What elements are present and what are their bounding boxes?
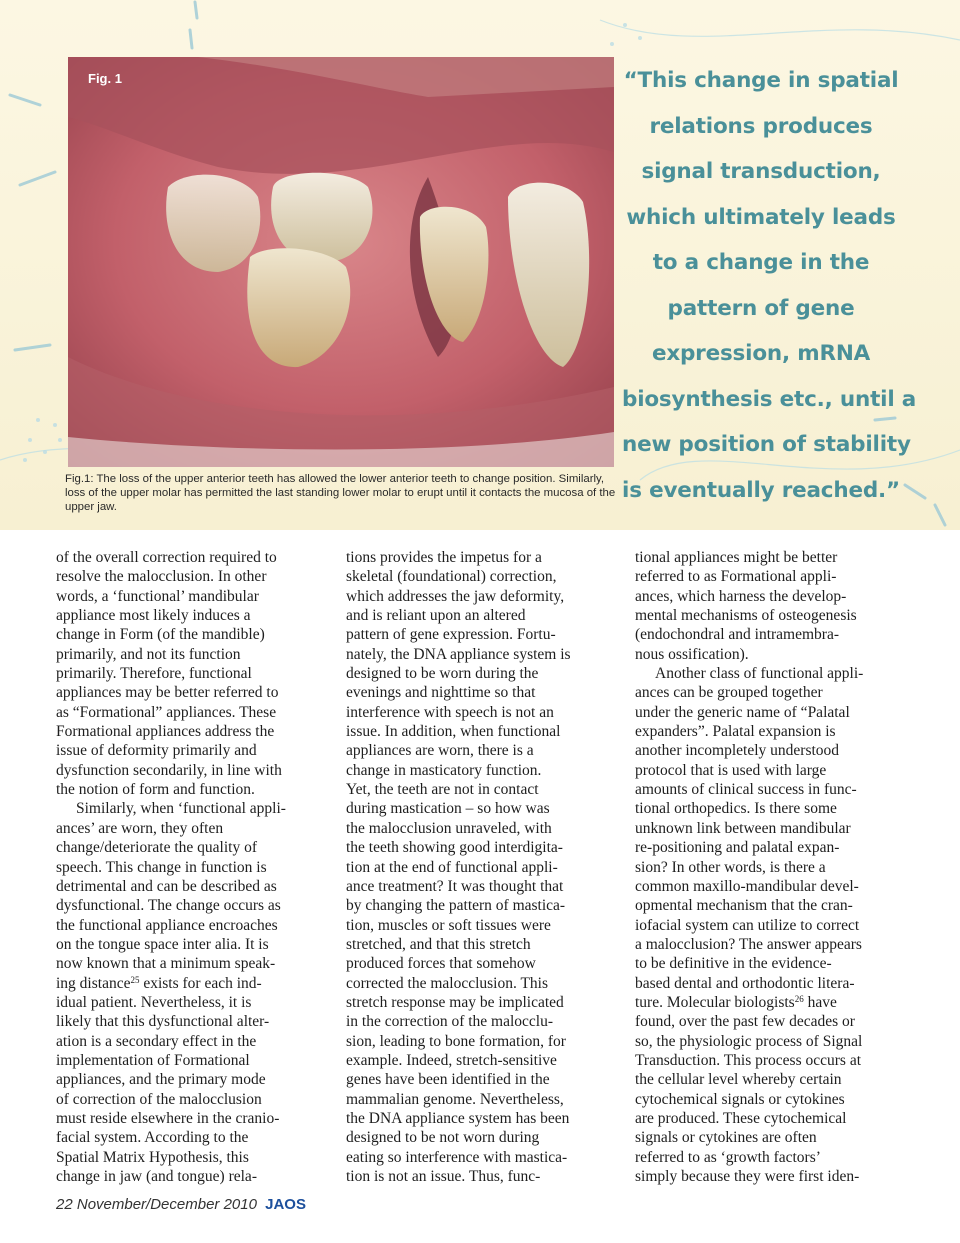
pull-quote-line: expression, mRNA bbox=[651, 341, 871, 366]
text-line-content: mental mechanisms of osteogenesis bbox=[635, 607, 857, 625]
text-line-content: change in jaw (and tongue) rela- bbox=[56, 1168, 257, 1185]
text-line bbox=[635, 1051, 907, 1070]
text-line bbox=[56, 1032, 328, 1051]
text-line-content: sion? In other words, is there a bbox=[635, 858, 826, 876]
text-line bbox=[346, 896, 618, 915]
text-line-content: under the generic name of “Palatal bbox=[635, 703, 850, 721]
text-line-content: tional appliances might be better bbox=[635, 549, 838, 566]
text-line-content: change in Form (of the mandible) bbox=[56, 626, 265, 644]
text-line bbox=[346, 1128, 618, 1147]
text-line-content: referred to as ‘growth factors’ bbox=[635, 1148, 821, 1166]
text-line bbox=[56, 896, 328, 915]
text-line bbox=[56, 1090, 328, 1109]
text-line-content: issue of deformity primarily and bbox=[56, 742, 257, 760]
text-line bbox=[635, 625, 907, 644]
text-line bbox=[346, 664, 618, 683]
text-line-content: Yet, the teeth are not in contact bbox=[346, 781, 539, 799]
text-line-content: cytochemical signals or cytokines bbox=[635, 1090, 845, 1108]
body-column-3 bbox=[635, 548, 907, 1186]
text-line bbox=[346, 858, 618, 877]
text-line-content: of the overall correction required to bbox=[56, 549, 277, 566]
text-line bbox=[346, 683, 618, 702]
text-line bbox=[346, 1051, 618, 1070]
text-line-content: interference with speech is not an bbox=[346, 703, 554, 721]
text-line-content: Formational appliances address the bbox=[56, 723, 275, 741]
issue-date: November/December 2010 bbox=[76, 1196, 257, 1213]
text-line bbox=[635, 1070, 907, 1089]
text-line-content: idual patient. Nevertheless, it is bbox=[56, 993, 252, 1011]
text-line bbox=[346, 954, 618, 973]
text-line bbox=[346, 1090, 618, 1109]
text-line-content: Similarly, when ‘functional appli- bbox=[76, 800, 286, 818]
text-line-content: the teeth showing good interdigita- bbox=[346, 839, 563, 857]
text-line bbox=[635, 916, 907, 935]
text-line-content: tions provides the impetus for a bbox=[346, 549, 542, 566]
text-line bbox=[635, 664, 907, 683]
text-line bbox=[635, 819, 907, 838]
text-line bbox=[635, 683, 907, 702]
text-line-content: ances’ are worn, they often bbox=[56, 819, 224, 837]
text-line bbox=[56, 877, 328, 896]
text-line bbox=[635, 1148, 907, 1167]
text-line-content: ation is a secondary effect in the bbox=[56, 1032, 257, 1050]
text-line bbox=[56, 625, 328, 644]
text-line bbox=[56, 703, 328, 722]
text-line-content: and is reliant upon an altered bbox=[346, 607, 526, 625]
text-line-content: stretched, and that this stretch bbox=[346, 935, 531, 953]
text-line-content: the notion of form and function. bbox=[56, 781, 255, 799]
text-line bbox=[635, 703, 907, 722]
text-line-content: are produced. These cytochemical bbox=[635, 1109, 847, 1127]
text-line bbox=[346, 838, 618, 857]
pull-quote-line: pattern of gene bbox=[667, 295, 855, 321]
text-line-content: words, a ‘functional’ mandibular bbox=[56, 587, 259, 605]
clinical-photo-figure-1 bbox=[68, 57, 614, 467]
text-line-content: opmental mechanism that the cran- bbox=[635, 897, 853, 915]
reference-superscript: 25 bbox=[130, 974, 140, 985]
text-line bbox=[56, 819, 328, 838]
text-line bbox=[346, 819, 618, 838]
text-line bbox=[56, 838, 328, 857]
text-line bbox=[635, 548, 907, 567]
text-line-content: nous ossification). bbox=[635, 645, 749, 663]
text-line-content: ance treatment? It was thought that bbox=[346, 877, 564, 895]
text-line bbox=[346, 722, 618, 741]
text-line-content: designed to be not worn during bbox=[346, 1129, 540, 1147]
text-line-content: ances can be grouped together bbox=[635, 684, 823, 702]
text-line bbox=[635, 799, 907, 818]
text-line bbox=[635, 780, 907, 799]
text-line bbox=[346, 587, 618, 606]
text-line-content: amounts of clinical success in func- bbox=[635, 781, 857, 799]
text-line-content: in the correction of the malocclu- bbox=[346, 1013, 554, 1031]
text-line bbox=[346, 645, 618, 664]
pull-quote-line: biosynthesis etc., until a bbox=[622, 386, 917, 412]
text-line bbox=[346, 606, 618, 625]
text-line-content: appliances, and the primary mode bbox=[56, 1071, 266, 1089]
text-line-content: dysfunction secondarily, in line with bbox=[56, 761, 282, 779]
text-line-content: Another class of functional appli- bbox=[655, 665, 864, 683]
text-line bbox=[635, 1032, 907, 1051]
figure-caption: Fig.1: The loss of the upper anterior teeth has allowed the lower anterior teeth to change position. Similarly, loss of the upper molar has permitted the last standing lower molar to erupt until it contacts the mucosa of the upper jaw. bbox=[65, 473, 616, 513]
text-line-content: likely that this dysfunctional alter- bbox=[56, 1013, 270, 1031]
text-line bbox=[635, 1128, 907, 1147]
text-line-content: produced forces that somehow bbox=[346, 955, 536, 973]
text-line bbox=[346, 761, 618, 780]
text-line bbox=[56, 567, 328, 586]
text-line-content: appliances may be better referred to bbox=[56, 684, 279, 702]
text-line bbox=[346, 1032, 618, 1051]
text-line bbox=[56, 1148, 328, 1167]
text-line bbox=[635, 1012, 907, 1031]
text-line-content: eating so interference with mastica- bbox=[346, 1148, 568, 1166]
text-line bbox=[635, 954, 907, 973]
text-line bbox=[56, 761, 328, 780]
text-line-content: to be definitive in the evidence- bbox=[635, 955, 832, 973]
text-line bbox=[346, 625, 618, 644]
text-line bbox=[346, 1109, 618, 1128]
text-line bbox=[56, 1167, 328, 1186]
text-line-content: mammalian genome. Nevertheless, bbox=[346, 1090, 564, 1108]
page-number: 22 bbox=[56, 1196, 73, 1213]
text-line-content: example. Indeed, stretch-sensitive bbox=[346, 1051, 557, 1069]
text-line bbox=[56, 587, 328, 606]
pull-quote-line: signal transduction, bbox=[641, 159, 881, 184]
text-line-content: signals or cytokines are often bbox=[635, 1129, 817, 1147]
text-line-content: dysfunctional. The change occurs as bbox=[56, 897, 281, 915]
text-line-content: iofacial system can utilize to correct bbox=[635, 916, 860, 934]
text-line bbox=[635, 935, 907, 954]
text-line bbox=[346, 1070, 618, 1089]
text-line bbox=[346, 780, 618, 799]
text-line-content: corrected the malocclusion. This bbox=[346, 974, 549, 992]
text-line-content: nately, the DNA appliance system is bbox=[346, 645, 571, 663]
text-line-content: based dental and orthodontic litera- bbox=[635, 974, 855, 992]
text-line bbox=[56, 606, 328, 625]
text-line bbox=[56, 974, 328, 993]
text-line bbox=[346, 703, 618, 722]
text-line-content: primarily. Therefore, functional bbox=[56, 665, 252, 683]
text-line bbox=[635, 993, 907, 1012]
text-line bbox=[56, 1051, 328, 1070]
intraoral-photo-illustration bbox=[68, 57, 614, 467]
text-line-content: ture. Molecular biologists bbox=[635, 993, 795, 1011]
text-line bbox=[346, 799, 618, 818]
text-line bbox=[346, 741, 618, 760]
text-line-content: designed to be worn during the bbox=[346, 665, 539, 683]
text-line bbox=[56, 683, 328, 702]
text-line-content: so, the physiologic process of Signal bbox=[635, 1032, 863, 1050]
text-line-content: must reside elsewhere in the cranio- bbox=[56, 1109, 280, 1127]
text-line-content: tion at the end of functional appli- bbox=[346, 858, 558, 876]
text-line-content: unknown link between mandibular bbox=[635, 819, 851, 837]
text-line-content: resolve the malocclusion. In other bbox=[56, 568, 267, 586]
text-line-content: now known that a minimum speak- bbox=[56, 955, 276, 973]
reference-superscript: 26 bbox=[794, 993, 804, 1004]
pull-quote-line: to a change in the bbox=[652, 250, 870, 275]
text-line-content: during mastication – so how was bbox=[346, 800, 550, 818]
text-line bbox=[56, 645, 328, 664]
pull-quote-line: “This change in spatial bbox=[623, 68, 899, 93]
text-line bbox=[56, 916, 328, 935]
text-line bbox=[56, 780, 328, 799]
text-line-content: Transduction. This process occurs at bbox=[635, 1051, 862, 1069]
text-line-content: stretch response may be implicated bbox=[346, 993, 564, 1011]
text-line-content: the DNA appliance system has been bbox=[346, 1109, 570, 1127]
text-line-continuation: exists for each ind- bbox=[139, 974, 262, 992]
text-line-content: tion is not an issue. Thus, func- bbox=[346, 1168, 541, 1185]
text-line bbox=[56, 799, 328, 818]
text-line-content: Spatial Matrix Hypothesis, this bbox=[56, 1148, 249, 1166]
text-line bbox=[56, 954, 328, 973]
text-line bbox=[635, 838, 907, 857]
text-line bbox=[635, 974, 907, 993]
text-line bbox=[635, 741, 907, 760]
text-line-content: another incompletely understood bbox=[635, 742, 840, 760]
text-line-content: detrimental and can be described as bbox=[56, 877, 277, 895]
pull-quote-line: new position of stability bbox=[622, 432, 911, 457]
text-line-content: the functional appliance encroaches bbox=[56, 916, 278, 934]
text-line bbox=[635, 1090, 907, 1109]
text-line bbox=[56, 664, 328, 683]
journal-name: JAOS bbox=[265, 1196, 306, 1213]
text-line-content: issue. In addition, when functional bbox=[346, 723, 561, 741]
text-line bbox=[635, 761, 907, 780]
text-line-content: expanders”. Palatal expansion is bbox=[635, 723, 836, 741]
text-line bbox=[56, 1109, 328, 1128]
text-line-content: primarily, and not its function bbox=[56, 645, 241, 663]
text-line-content: change/deteriorate the quality of bbox=[56, 839, 257, 857]
text-line-content: ing distance bbox=[56, 974, 131, 992]
text-line bbox=[56, 548, 328, 567]
text-line bbox=[635, 567, 907, 586]
text-line bbox=[635, 645, 907, 664]
text-line bbox=[346, 974, 618, 993]
text-line-content: facial system. According to the bbox=[56, 1129, 249, 1147]
pull-quote bbox=[622, 58, 917, 513]
text-line bbox=[56, 858, 328, 877]
text-line-content: protocol that is used with large bbox=[635, 761, 827, 779]
text-line bbox=[346, 993, 618, 1012]
text-line-content: which addresses the jaw deformity, bbox=[346, 587, 565, 605]
text-line-content: referred to as Formational appli- bbox=[635, 568, 837, 586]
page-footer bbox=[56, 1196, 306, 1213]
text-line bbox=[56, 993, 328, 1012]
text-line-content: ances, which harness the develop- bbox=[635, 587, 847, 605]
text-line-content: speech. This change in function is bbox=[56, 858, 267, 876]
body-column-2 bbox=[346, 548, 618, 1186]
text-line bbox=[635, 587, 907, 606]
text-line bbox=[635, 858, 907, 877]
text-line bbox=[346, 935, 618, 954]
text-line-content: common maxillo-mandibular devel- bbox=[635, 877, 859, 895]
text-line-content: sion, leading to bone formation, for bbox=[346, 1032, 566, 1050]
pull-quote-line: relations produces bbox=[649, 113, 873, 139]
text-line-content: evenings and nighttime so that bbox=[346, 684, 536, 702]
body-column-1 bbox=[56, 548, 328, 1186]
text-line-content: on the tongue space inter alia. It is bbox=[56, 935, 269, 953]
text-line-content: tion, muscles or soft tissues were bbox=[346, 916, 551, 934]
text-line-content: skeletal (foundational) correction, bbox=[346, 568, 557, 586]
text-line-content: the malocclusion unraveled, with bbox=[346, 819, 552, 837]
text-line bbox=[635, 877, 907, 896]
text-line bbox=[346, 1167, 618, 1186]
text-line bbox=[635, 606, 907, 625]
header-band bbox=[0, 0, 960, 530]
text-line bbox=[346, 877, 618, 896]
text-line-content: by changing the pattern of mastica- bbox=[346, 897, 566, 915]
text-line-content: appliance most likely induces a bbox=[56, 607, 251, 625]
pull-quote-line: which ultimately leads bbox=[626, 204, 896, 230]
text-line bbox=[56, 722, 328, 741]
text-line-content: implementation of Formational bbox=[56, 1051, 250, 1069]
text-line-content: the cellular level whereby certain bbox=[635, 1071, 842, 1089]
text-line-content: re-positioning and palatal expan- bbox=[635, 839, 840, 857]
text-line bbox=[56, 1070, 328, 1089]
text-line bbox=[635, 722, 907, 741]
text-line bbox=[635, 896, 907, 915]
text-line-content: a malocclusion? The answer appears bbox=[635, 935, 862, 953]
text-line-content: appliances are worn, there is a bbox=[346, 742, 534, 760]
figure-label: Fig. 1 bbox=[88, 71, 122, 86]
text-line-content: as “Formational” appliances. These bbox=[56, 703, 277, 721]
text-line-content: change in masticatory function. bbox=[346, 761, 542, 779]
text-line-content: of correction of the malocclusion bbox=[56, 1090, 262, 1108]
text-line bbox=[56, 1128, 328, 1147]
text-line bbox=[635, 1167, 907, 1186]
text-line bbox=[56, 1012, 328, 1031]
text-line-content: (endochondral and intramembra- bbox=[635, 626, 839, 644]
text-line-content: simply because they were first iden- bbox=[635, 1168, 860, 1185]
text-line bbox=[635, 1109, 907, 1128]
text-line-content: genes have been identified in the bbox=[346, 1071, 550, 1089]
text-line-content: pattern of gene expression. Fortu- bbox=[346, 626, 556, 644]
text-line-continuation: have bbox=[803, 993, 837, 1011]
text-line-content: tional orthopedics. Is there some bbox=[635, 800, 837, 818]
text-line bbox=[346, 916, 618, 935]
text-line-content: found, over the past few decades or bbox=[635, 1013, 855, 1031]
text-line bbox=[346, 548, 618, 567]
text-line bbox=[346, 1148, 618, 1167]
text-line bbox=[56, 935, 328, 954]
text-line bbox=[346, 1012, 618, 1031]
pull-quote-line: is eventually reached.” bbox=[622, 477, 900, 503]
text-line bbox=[346, 567, 618, 586]
text-line bbox=[56, 741, 328, 760]
